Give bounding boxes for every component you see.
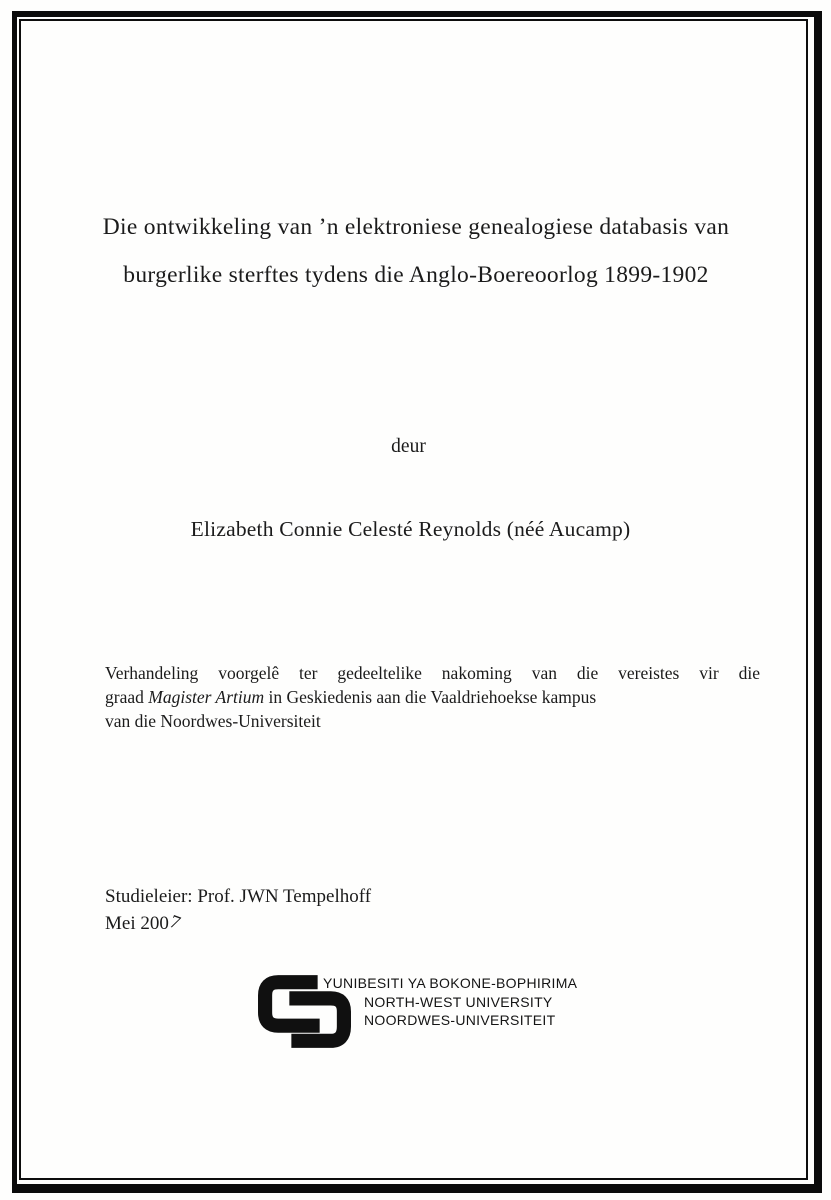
degree-statement-line-2-prefix: graad	[105, 686, 149, 707]
degree-statement-line-2-suffix: in Geskiedenis aan die Vaaldriehoekse kampus	[264, 686, 597, 707]
logo-text-setswana: YUNIBESITI YA BOKONE-BOPHIRIMA	[323, 975, 578, 991]
date-prefix: Mei 200	[105, 913, 169, 934]
author-name: Elizabeth Connie Celesté Reynolds (néé Aucamp)	[190, 517, 631, 541]
thesis-title-line-2: burgerlike sterftes tydens die Anglo-Boereoorlog 1899-1902	[123, 262, 709, 288]
degree-statement-line-1: Verhandeling voorgelê ter gedeeltelike nakoming van die vereistes vir die	[105, 663, 760, 683]
logo-text-english: NORTH-WEST UNIVERSITY	[364, 994, 553, 1010]
thesis-title	[60, 203, 772, 299]
degree-statement-line-3: van die Noordwes-Universiteit	[105, 710, 321, 731]
byline-deur: deur	[391, 436, 426, 457]
nwu-logo	[257, 971, 587, 1055]
date-line	[105, 911, 183, 935]
supervisor-line: Studieleier: Prof. JWN Tempelhoff	[105, 886, 372, 907]
logo-text-afrikaans: NOORDWES-UNIVERSITEIT	[364, 1012, 556, 1028]
degree-statement	[105, 662, 760, 733]
thesis-title-line-1: Die ontwikkeling van ’n elektroniese genealogiese databasis van	[102, 214, 730, 240]
degree-name-italic: Magister Artium	[148, 686, 265, 707]
date-final-digit: 7	[166, 911, 183, 935]
degree-statement-line-2	[105, 686, 760, 710]
